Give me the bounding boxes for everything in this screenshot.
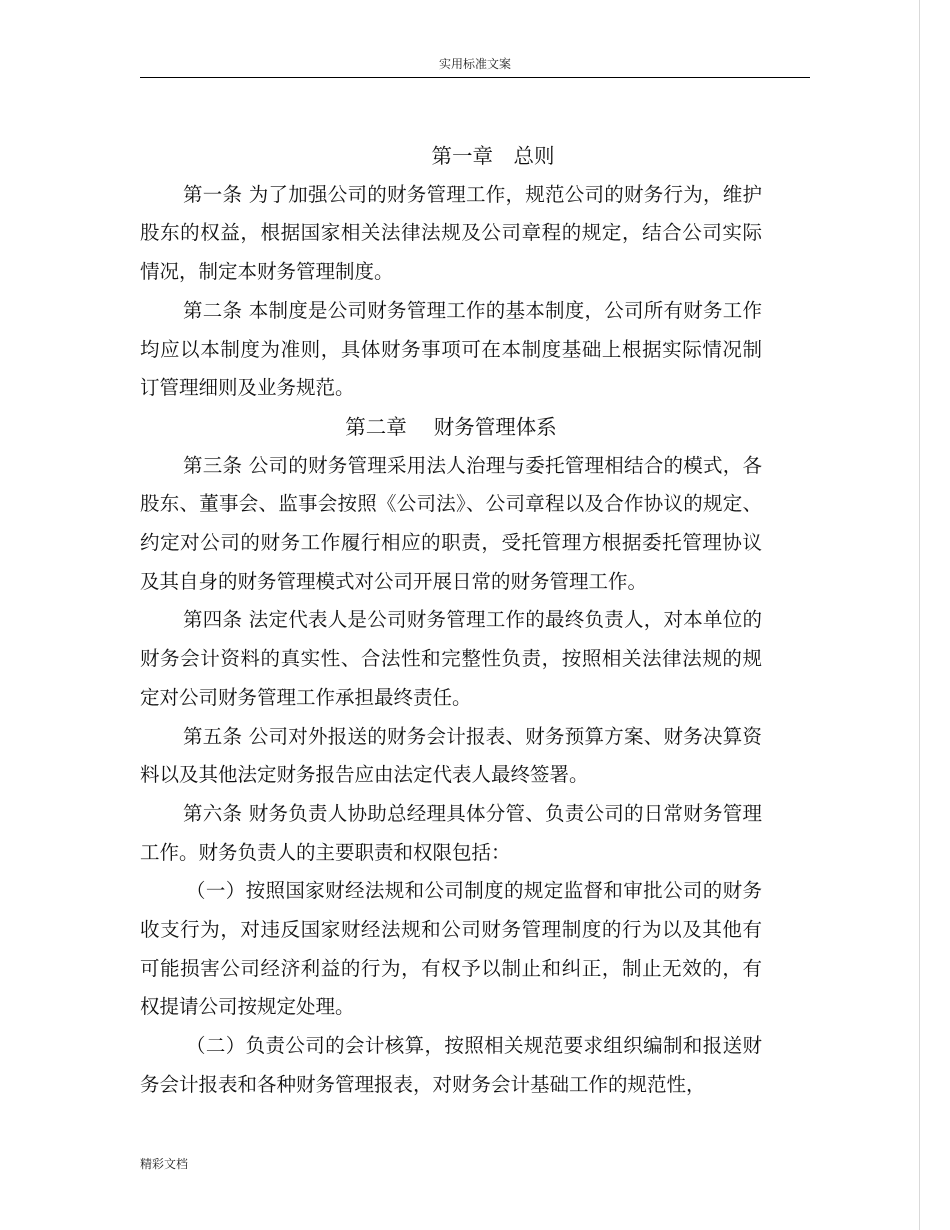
article-paragraph: 第六条 财务负责人协助总经理具体分管、负责公司的日常财务管理工作。财务负责人的主要职责和权限包括： bbox=[140, 801, 762, 864]
article-paragraph: 第二条 本制度是公司财务管理工作的基本制度，公司所有财务工作均应以本制度为准则，具体财务事项可在本制度基础上根据实际情况制订管理细则及业务规范。 bbox=[140, 298, 762, 400]
page-edge bbox=[919, 0, 920, 1230]
list-item-paragraph: （一）按照国家财经法规和公司制度的规定监督和审批公司的财务收支行为，对违反国家财经法规和公司财务管理制度的行为以及其他有可能损害公司经济利益的行为，有权予以制止和纠正，制止无效的，有权提请公司按规定处理。 bbox=[140, 879, 762, 1019]
article-paragraph: 第五条 公司对外报送的财务会计报表、财务预算方案、财务决算资料以及其他法定财务报告应由法定代表人最终签署。 bbox=[140, 724, 762, 787]
document-body bbox=[140, 137, 762, 1105]
page-header: 实用标准文案 bbox=[438, 57, 511, 71]
chapter-heading: 第一章 总则 bbox=[431, 144, 555, 168]
chapter-heading: 第二章 财务管理体系 bbox=[345, 414, 557, 439]
list-item-paragraph: （二）负责公司的会计核算，按照相关规范要求组织编制和报送财务会计报表和各种财务管理报表，对财务会计基础工作的规范性， bbox=[140, 1034, 762, 1096]
article-paragraph: 第三条 公司的财务管理采用法人治理与委托管理相结合的模式，各股东、董事会、监事会按照《公司法》、公司章程以及合作协议的规定、约定对公司的财务工作履行相应的职责，受托管理方根据委托管理协议及其自身的财务管理模式对公司开展日常的财务管理工作。 bbox=[140, 453, 762, 593]
header-rule bbox=[140, 77, 810, 78]
page-footer: 精彩文档 bbox=[140, 1157, 189, 1171]
article-paragraph: 第四条 法定代表人是公司财务管理工作的最终负责人，对本单位的财务会计资料的真实性、合法性和完整性负责，按照相关法律法规的规定对公司财务管理工作承担最终责任。 bbox=[140, 608, 762, 709]
article-paragraph: 第一条 为了加强公司的财务管理工作，规范公司的财务行为，维护股东的权益，根据国家相关法律法规及公司章程的规定，结合公司实际情况，制定本财务管理制度。 bbox=[140, 182, 762, 284]
